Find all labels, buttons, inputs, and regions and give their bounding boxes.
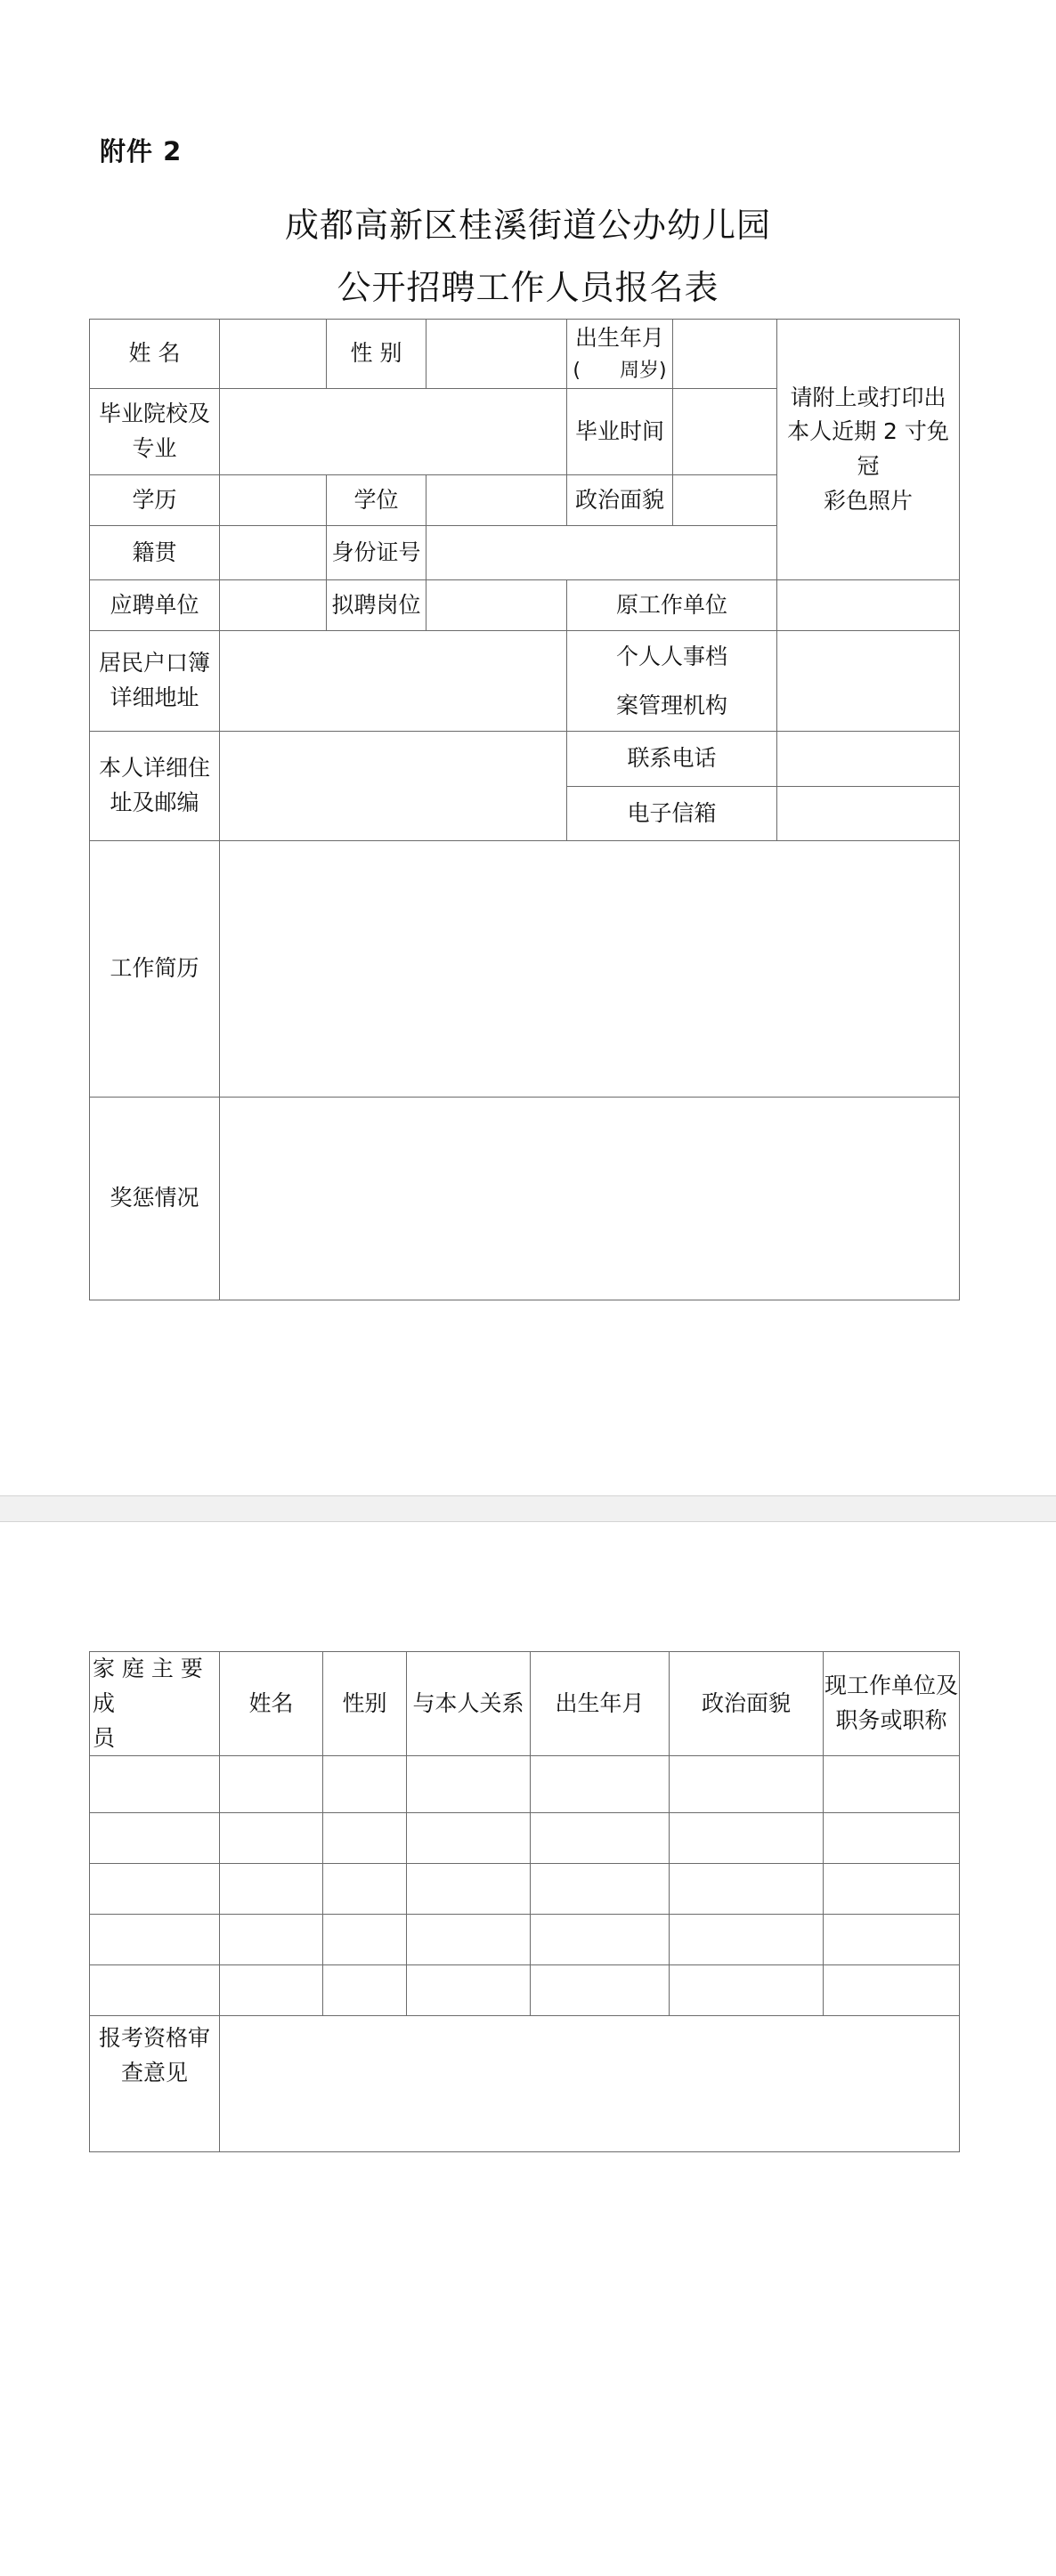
gender-value-cell[interactable]	[426, 320, 567, 389]
archive-agency-label	[567, 631, 777, 732]
family-cell[interactable]	[824, 1915, 960, 1965]
page-2	[0, 1522, 1056, 2576]
family-cell[interactable]	[323, 1965, 407, 2016]
family-political-header: 政治面貌	[670, 1652, 824, 1756]
family-cell[interactable]	[220, 1864, 323, 1915]
apply-position-value-cell[interactable]	[426, 580, 567, 631]
rewards-label: 奖惩情况	[90, 1098, 220, 1300]
family-name-header: 姓名	[220, 1652, 323, 1756]
family-cell[interactable]	[670, 1756, 824, 1813]
family-cell[interactable]	[407, 1965, 531, 2016]
family-cell[interactable]	[407, 1813, 531, 1864]
family-cell[interactable]	[90, 1813, 220, 1864]
family-members-table	[89, 1651, 960, 2152]
family-cell[interactable]	[531, 1756, 670, 1813]
family-cell[interactable]	[90, 1864, 220, 1915]
gender-label: 性 别	[327, 320, 426, 389]
form-title-line-2: 公开招聘工作人员报名表	[337, 268, 719, 307]
name-value-cell[interactable]	[220, 320, 327, 389]
family-cell[interactable]	[670, 1965, 824, 2016]
birth-label-line-1: 出生年月	[574, 325, 664, 352]
home-address-value-cell[interactable]	[220, 732, 567, 841]
family-cell[interactable]	[323, 1756, 407, 1813]
family-cell[interactable]	[670, 1864, 824, 1915]
review-opinion-label	[90, 2016, 220, 2152]
birth-label	[567, 320, 673, 389]
family-cell[interactable]	[824, 1756, 960, 1813]
family-cell[interactable]	[220, 1756, 323, 1813]
family-row	[90, 1756, 960, 1813]
family-cell[interactable]	[90, 1915, 220, 1965]
family-cell[interactable]	[323, 1813, 407, 1864]
review-opinion-value-cell[interactable]	[220, 2016, 960, 2152]
attachment-label: 附件 2	[100, 136, 183, 166]
archive-label-line-2: 案管理机构	[615, 693, 727, 718]
former-unit-label: 原工作单位	[567, 580, 777, 631]
form-title-line-1: 成都高新区桂溪街道公办幼儿园	[284, 206, 771, 245]
family-cell[interactable]	[531, 1864, 670, 1915]
family-cell[interactable]	[531, 1965, 670, 2016]
work-history-label: 工作简历	[90, 841, 220, 1098]
phone-value-cell[interactable]	[777, 732, 960, 787]
family-job-header-line-2: 职务或职称	[835, 1707, 947, 1734]
phone-label: 联系电话	[567, 732, 777, 787]
hukou-address-value-cell[interactable]	[220, 631, 567, 732]
family-cell[interactable]	[323, 1915, 407, 1965]
family-row	[90, 1915, 960, 1965]
family-cell[interactable]	[531, 1915, 670, 1965]
home-address-label	[90, 732, 220, 841]
name-label: 姓 名	[90, 320, 220, 389]
family-row	[90, 1965, 960, 2016]
birth-label-line-2: ( 周岁)	[573, 359, 667, 382]
family-cell[interactable]	[220, 1965, 323, 2016]
family-cell[interactable]	[531, 1813, 670, 1864]
birth-value-cell[interactable]	[673, 320, 777, 389]
photo-note-line-1: 请附上或打印出	[790, 384, 946, 410]
family-cell[interactable]	[824, 1864, 960, 1915]
hukou-label-line-1: 居民户口簿	[98, 650, 210, 676]
family-cell[interactable]	[220, 1813, 323, 1864]
native-place-value-cell[interactable]	[220, 526, 327, 580]
photo-area[interactable]	[777, 320, 960, 580]
family-cell[interactable]	[220, 1915, 323, 1965]
education-label: 学历	[90, 475, 220, 526]
page-separator	[0, 1495, 1056, 1522]
id-number-label: 身份证号	[327, 526, 426, 580]
photo-note-line-2: 本人近期 2 寸免冠	[787, 418, 949, 479]
archive-label-line-1: 个人人事档	[615, 644, 727, 669]
school-label-line-2: 专业	[132, 435, 177, 461]
former-unit-value-cell[interactable]	[777, 580, 960, 631]
family-birth-header: 出生年月	[531, 1652, 670, 1756]
apply-unit-value-cell[interactable]	[220, 580, 327, 631]
review-label-line-1: 报考资格审	[98, 2025, 210, 2052]
native-place-label: 籍贯	[90, 526, 220, 580]
family-cell[interactable]	[824, 1965, 960, 2016]
grad-time-value-cell[interactable]	[673, 389, 777, 475]
school-value-cell[interactable]	[220, 389, 567, 475]
school-label	[90, 389, 220, 475]
home-address-label-line-2: 址及邮编	[110, 790, 199, 815]
grad-time-label: 毕业时间	[567, 389, 673, 475]
family-gender-header: 性别	[323, 1652, 407, 1756]
family-relation-header: 与本人关系	[407, 1652, 531, 1756]
family-cell[interactable]	[824, 1813, 960, 1864]
education-value-cell[interactable]	[220, 475, 327, 526]
hukou-label-line-2: 详细地址	[110, 685, 199, 710]
apply-unit-label: 应聘单位	[90, 580, 220, 631]
family-cell[interactable]	[407, 1756, 531, 1813]
family-row	[90, 1813, 960, 1864]
email-label: 电子信箱	[567, 787, 777, 841]
rewards-value-cell[interactable]	[220, 1098, 960, 1300]
home-address-label-line-1: 本人详细住	[98, 755, 210, 782]
family-cell[interactable]	[90, 1756, 220, 1813]
apply-position-label: 拟聘岗位	[327, 580, 426, 631]
family-cell[interactable]	[407, 1915, 531, 1965]
school-label-line-1: 毕业院校及	[98, 401, 210, 427]
family-cell[interactable]	[670, 1915, 824, 1965]
degree-value-cell[interactable]	[426, 475, 567, 526]
family-members-header-line-2: 员	[93, 1724, 116, 1751]
family-job-header	[824, 1652, 960, 1756]
family-cell[interactable]	[407, 1864, 531, 1915]
family-cell[interactable]	[90, 1965, 220, 2016]
email-value-cell[interactable]	[777, 787, 960, 841]
political-status-value-cell[interactable]	[673, 475, 777, 526]
family-cell[interactable]	[670, 1813, 824, 1864]
id-number-value-cell[interactable]	[426, 526, 777, 580]
review-label-line-2: 查意见	[120, 2060, 188, 2086]
archive-agency-value-cell[interactable]	[777, 631, 960, 732]
degree-label: 学位	[327, 475, 426, 526]
family-members-header	[90, 1652, 220, 1756]
registration-table	[89, 319, 960, 1300]
family-cell[interactable]	[323, 1864, 407, 1915]
family-members-header-line-1: 家 庭 主 要 成	[93, 1656, 203, 1716]
hukou-address-label	[90, 631, 220, 732]
family-row	[90, 1864, 960, 1915]
political-status-label: 政治面貌	[567, 475, 673, 526]
family-job-header-line-1: 现工作单位及	[824, 1673, 958, 1699]
photo-note-line-3: 彩色照片	[823, 487, 913, 514]
work-history-value-cell[interactable]	[220, 841, 960, 1098]
